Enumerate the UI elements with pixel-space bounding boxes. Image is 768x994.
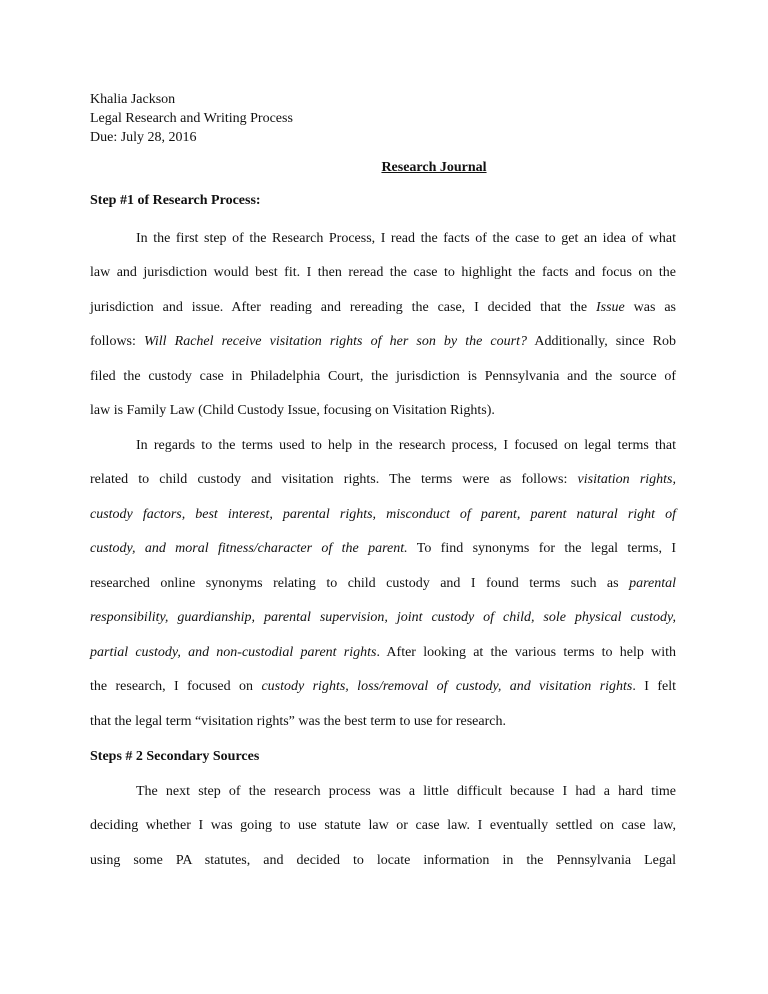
course-name: Legal Research and Writing Process — [90, 111, 293, 126]
paragraph-line: deciding whether I was going to use statute law or case law. I eventually settled on case law, — [90, 818, 676, 833]
italic-segment: custody rights, loss/removal of custody, and visitation rights — [261, 679, 633, 694]
italic-segment: custody factors, best interest, parental rights, misconduct of parent, parent natural right of — [90, 507, 676, 522]
paragraph-line — [90, 507, 676, 523]
italic-segment: responsibility, guardianship, parental supervision, joint custody of child, sole physical custody, — [90, 610, 676, 625]
paragraph-line — [90, 645, 676, 661]
due-date: Due: July 28, 2016 — [90, 130, 197, 145]
document-header — [90, 90, 293, 147]
text-segment: jurisdiction and issue. After reading and rereading the case, I decided that the — [90, 300, 588, 315]
paragraph-line — [90, 679, 676, 695]
paragraph-line — [90, 472, 676, 488]
author-name: Khalia Jackson — [90, 92, 176, 107]
paragraph-line: law is Family Law (Child Custody Issue, focusing on Visitation Rights). — [90, 403, 495, 418]
paragraph-line — [90, 610, 676, 626]
paragraph-line — [90, 300, 676, 316]
text-segment: follows: — [90, 334, 136, 349]
paragraph-line: using some PA statutes, and decided to locate information in the Pennsylvania Legal — [90, 853, 676, 868]
document-title: Research Journal — [381, 160, 487, 175]
text-segment: related to child custody and visitation rights. The terms were as follows: — [90, 472, 568, 487]
text-segment: the research, I focused on — [90, 679, 254, 694]
paragraph-line: filed the custody case in Philadelphia Court, the jurisdiction is Pennsylvania and the source of — [90, 369, 676, 384]
section-heading-step-1: Step #1 of Research Process: — [90, 193, 261, 208]
text-segment: . After looking at the various terms to help with — [376, 645, 677, 660]
text-segment: was as — [633, 300, 677, 315]
paragraph-line — [90, 334, 676, 350]
italic-segment: parental — [629, 576, 676, 591]
italic-segment: visitation rights, — [577, 472, 676, 487]
paragraph-line: that the legal term “visitation rights” was the best term to use for research. — [90, 714, 506, 729]
text-segment: . I felt — [632, 679, 676, 694]
text-segment: To find synonyms for the legal terms, I — [416, 541, 677, 556]
text-segment: researched online synonyms relating to child custody and I found terms such as — [90, 576, 619, 591]
paragraph-line: In regards to the terms used to help in the research process, I focused on legal terms that — [136, 438, 676, 453]
italic-segment: Issue — [595, 300, 625, 315]
paragraph-line: law and jurisdiction would best fit. I then reread the case to highlight the facts and focus on the — [90, 265, 676, 280]
paragraph-line — [90, 576, 676, 592]
italic-segment: Will Rachel receive visitation rights of her son by the court? — [144, 334, 527, 349]
paragraph-line: In the first step of the Research Process, I read the facts of the case to get an idea of what — [136, 231, 676, 246]
text-segment: Additionally, since Rob — [534, 334, 677, 349]
italic-segment: partial custody, and non-custodial parent rights — [90, 645, 377, 660]
paragraph-line — [90, 541, 676, 557]
paragraph-line: The next step of the research process was a little difficult because I had a hard time — [136, 784, 676, 799]
section-heading-step-2: Steps # 2 Secondary Sources — [90, 749, 260, 764]
italic-segment: custody, and moral fitness/character of the parent. — [90, 541, 408, 556]
